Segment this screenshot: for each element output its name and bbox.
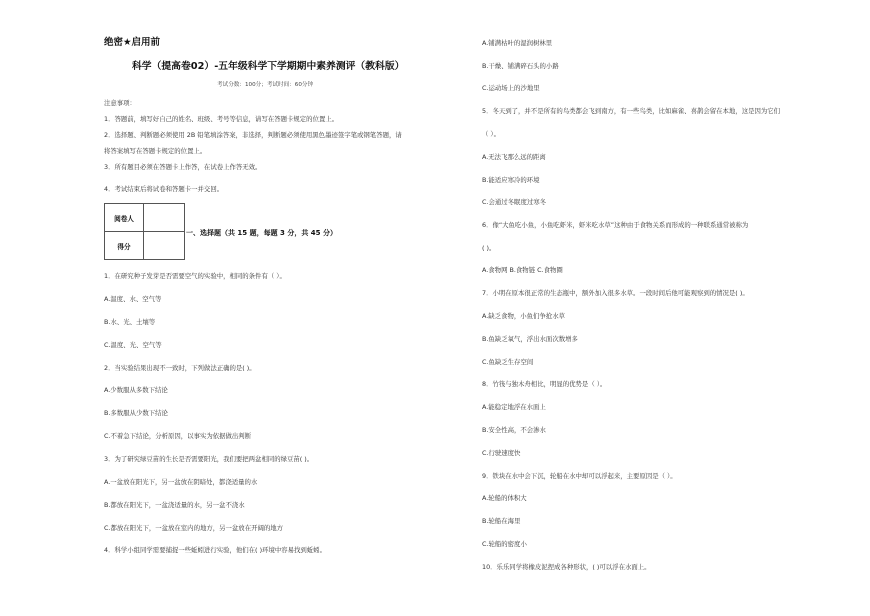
option-line: B.鱼缺乏氧气，浮出水面次数增多 (482, 335, 578, 343)
reviewer-blank (144, 204, 185, 232)
score-table (104, 203, 185, 260)
confidential-label: 绝密★启用前 (104, 37, 161, 48)
reviewer-cell: 阅卷人 (105, 204, 144, 232)
page-title: 科学（提高卷02）-五年级科学下学期期中素养测评（教科版） (132, 61, 405, 72)
score-blank (144, 232, 185, 260)
option-line: C.鱼缺乏生存空间 (482, 358, 534, 366)
notes-heading: 注意事项： (104, 99, 136, 107)
option-line: B.都放在阳光下，一盆浇适量的水，另一盆不浇水 (104, 501, 245, 509)
question-line: （ ）。 (482, 130, 501, 138)
question-line: 4．科学小组同学需要捕捉一些蚯蚓进行实验，他们在( )环境中容易找到蚯蚓。 (104, 546, 326, 554)
section-heading: 一、选择题（共 15 题，每题 3 分，共 45 分） (186, 229, 337, 237)
option-line: A.轮船的体积大 (482, 494, 527, 502)
option-line: C.会通过冬眠度过寒冬 (482, 198, 547, 206)
option-line: C.运动场上的沙地里 (482, 84, 540, 92)
question-line: 8．竹筏与独木舟相比，明显的优势是（ ）。 (482, 380, 607, 388)
option-line: B.干燥、铺满碎石头的小路 (482, 62, 559, 70)
option-line: B.多数服从少数下结论 (104, 409, 168, 417)
question-line: 2．当实验结果出现不一致时，下列做法正确的是( )。 (104, 364, 256, 372)
note-line: 将答案填写在答题卡规定的位置上。 (104, 147, 207, 155)
option-line: C.行驶速度快 (482, 449, 521, 457)
note-line: 3．所有题目必须在答题卡上作答，在试卷上作答无效。 (104, 163, 262, 171)
option-line: A.少数服从多数下结论 (104, 386, 168, 394)
question-line: 3．为了研究绿豆苗的生长是否需要阳光，我们要把两盆相同的绿豆苗( )。 (104, 455, 314, 463)
option-line: C.轮船的密度小 (482, 540, 527, 548)
question-line: ( )。 (482, 244, 496, 252)
option-line: A.温度、水、空气等 (104, 295, 162, 303)
option-line: C.不着急下结论，分析原因，以事实为依据做出判断 (104, 432, 252, 440)
note-line: 4．考试结束后将试卷和答题卡一并交回。 (104, 185, 224, 193)
question-line: 9．铁块在水中会下沉，轮船在水中却可以浮起来，主要原因是（ ）。 (482, 472, 677, 480)
exam-meta: 考试分数：100分；考试时间：60分钟 (217, 82, 314, 88)
option-line: A.铺满枯叶的湿润树林里 (482, 39, 553, 47)
score-cell: 得分 (105, 232, 144, 260)
question-line: 10．乐乐同学将橡皮泥捏成各种形状，( )可以浮在水面上。 (482, 563, 651, 571)
note-line: 1．答题前，填写好自己的姓名、班级、考号等信息，请写在答题卡规定的位置上。 (104, 115, 339, 123)
option-line: A.无法飞那么远的距离 (482, 153, 546, 161)
option-line: C.都放在阳光下，一盆放在室内的地方，另一盆放在开阔的地方 (104, 524, 284, 532)
option-line: A.缺乏食物，小鱼们争抢水草 (482, 312, 565, 320)
option-line: A.能稳定地浮在水面上 (482, 403, 546, 411)
question-line: 6．像“大鱼吃小鱼，小鱼吃虾米，虾米吃水草”这种由于食物关系而形成的一种联系通常被称为 (482, 221, 749, 229)
note-line: 2．选择题、判断题必须使用 2B 铅笔填涂答案，非选择，判断题必须使用黑色墨迹签字笔或钢笔答题，请 (104, 131, 402, 139)
option-line: B.轮船在海里 (482, 517, 521, 525)
option-line: A.食物网 B.食物链 C.食物圈 (482, 266, 563, 274)
option-line: B.水、光、土壤等 (104, 318, 156, 326)
option-line: B.能适应寒冷的环境 (482, 176, 540, 184)
option-line: C.温度、光、空气等 (104, 341, 162, 349)
option-line: A.一盆放在阳光下，另一盆放在阴暗处，都浇适量的水 (104, 478, 258, 486)
question-line: 5．冬天到了，并不是所有的鸟类都会飞到南方，有一些鸟类，比如麻雀、喜鹊会留在本地，这是因为它们 (482, 107, 781, 115)
question-line: 1．在研究种子发芽是否需要空气的实验中，相同的条件有（ ）。 (104, 272, 286, 280)
option-line: B.安全性高，不会渗水 (482, 426, 546, 434)
question-line: 7．小明在原本很正常的生态瓶中，额外加入很多水草。一段时间后他可能观察到的情况是( )。 (482, 289, 749, 297)
